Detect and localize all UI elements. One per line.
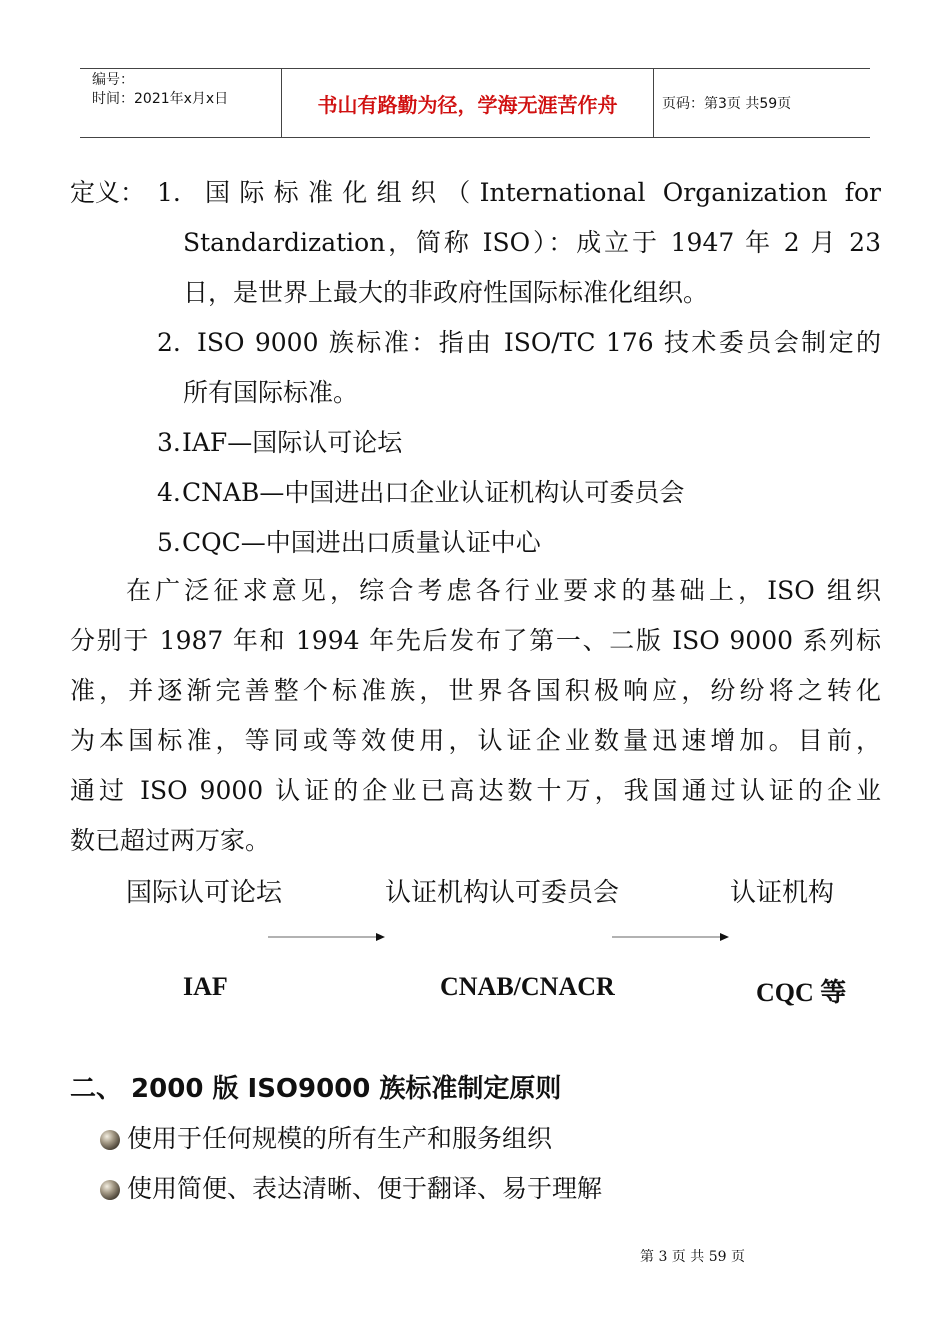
header-page-info: 页码：第3页 共59页 (662, 96, 792, 112)
definition-4-line-1: CNAB—中国进出口企业认证机构认可委员会 (182, 478, 685, 507)
header-table (80, 68, 870, 138)
document-number-label: 编号： (92, 72, 134, 88)
bullet-item-1: 使用于任何规模的所有生产和服务组织 (127, 1124, 553, 1153)
definition-2-line-1: ISO 9000 族标准：指由 ISO/TC 176 技术委员会制定的 (197, 328, 881, 357)
section-title: 二、 2000 版 ISO9000 族标准制定原则 (70, 1074, 562, 1104)
header-motto: 书山有路勤为径，学海无涯苦作舟 (282, 69, 654, 137)
paragraph-line-1: 在广泛征求意见，综合考虑各行业要求的基础上，ISO 组织 (126, 576, 881, 605)
definition-3-number: 3. (157, 428, 181, 457)
paragraph-line-2: 分别于 1987 年和 1994 年先后发布了第一、二版 ISO 9000 系列标 (70, 626, 881, 655)
definition-2-line-2: 所有国际标准。 (183, 378, 359, 407)
arrow-right-icon (612, 931, 730, 943)
definition-3-line-1: IAF—国际认可论坛 (182, 428, 403, 457)
arrow-right-icon (268, 931, 386, 943)
flow-code-iaf: IAF (183, 972, 228, 1001)
paragraph-line-3: 准，并逐渐完善整个标准族，世界各国积极响应，纷纷将之转化 (70, 676, 881, 705)
document-time-label: 时间：2021年x月x日 (92, 91, 229, 107)
definition-5-number: 5. (157, 528, 181, 557)
flow-code-cqc: CQC 等 (756, 978, 847, 1007)
paragraph-line-5: 通过 ISO 9000 认证的企业已高达数十万，我国通过认证的企业 (70, 776, 881, 805)
definition-5-line-1: CQC—中国进出口质量认证中心 (182, 528, 541, 557)
definition-1-line-3: 日，是世界上最大的非政府性国际标准化组织。 (183, 278, 709, 307)
flow-label-cnab: 认证机构认可委员会 (385, 878, 620, 908)
flow-label-cert-body: 认证机构 (730, 878, 835, 908)
definition-1-line-1: 国际标准化组织（International Organization for (205, 178, 881, 207)
paragraph-line-4: 为本国标准，等同或等效使用，认证企业数量迅速增加。目前， (70, 726, 881, 755)
page-footer: 第 3 页 共 59 页 (640, 1249, 745, 1265)
paragraph-line-6: 数已超过两万家。 (70, 826, 271, 855)
bullet-icon (100, 1180, 120, 1200)
definitions-lead: 定义： (70, 178, 146, 207)
definition-2-number: 2. (157, 328, 181, 357)
flow-code-cnab: CNAB/CNACR (440, 972, 615, 1001)
bullet-icon (100, 1130, 120, 1150)
flow-label-iaf: 国际认可论坛 (126, 878, 283, 908)
bullet-item-2: 使用简便、表达清晰、便于翻译、易于理解 (127, 1174, 603, 1203)
header-meta-cell (80, 69, 282, 137)
definition-4-number: 4. (157, 478, 181, 507)
definition-1-number: 1. (157, 178, 181, 207)
definition-1-line-2: Standardization，简称 ISO）：成立于 1947 年 2 月 23 (183, 228, 881, 257)
